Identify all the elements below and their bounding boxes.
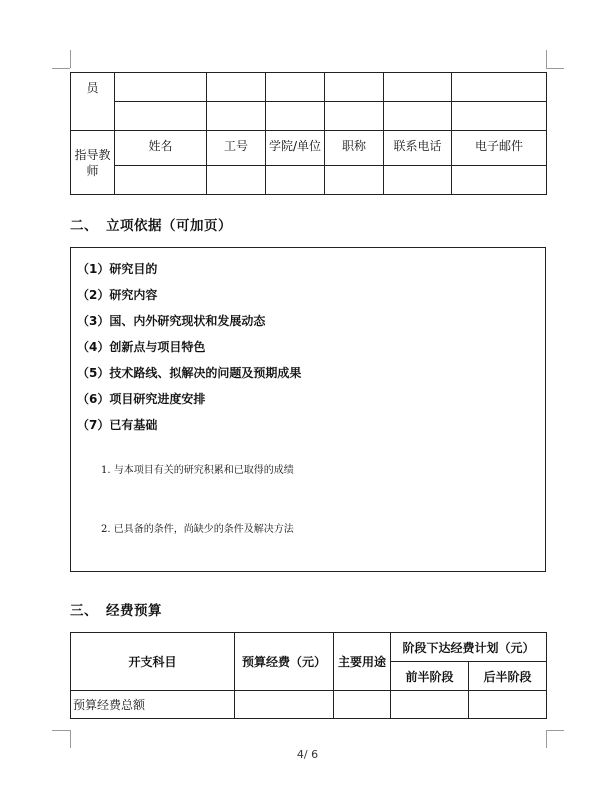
crop-mark [52,730,70,731]
basis-item: （4）创新点与项目特色 [77,340,206,354]
header-subject: 开支科目 [71,633,235,691]
member-label: 员 [86,81,99,95]
table-cell[interactable] [452,102,547,131]
crop-mark [546,730,564,731]
crop-mark [52,68,70,69]
table-cell[interactable] [384,73,452,102]
header-second-half: 后半阶段 [469,662,547,691]
member-table [70,72,547,195]
table-cell[interactable] [334,691,391,719]
crop-mark [70,730,71,748]
table-cell[interactable] [452,73,547,102]
table-cell[interactable] [207,73,266,102]
page-number: 4/ 6 [296,748,319,761]
table-cell[interactable] [266,166,325,195]
section-3-title: 经费预算 [106,603,162,619]
header-first-half: 前半阶段 [391,662,469,691]
advisor-label-cell [71,131,115,195]
table-cell[interactable] [384,166,452,195]
section-2-number: 二、 [70,218,98,234]
header-phone: 联系电话 [384,131,452,166]
table-cell[interactable] [115,102,207,131]
basis-sub-item: 1. 与本项目有关的研究积累和已取得的成绩 [101,465,294,476]
header-college: 学院/单位 [266,131,325,166]
table-cell[interactable] [115,166,207,195]
crop-mark [546,50,547,68]
basis-item: （2）研究内容 [77,288,158,302]
basis-item: （5）技术路线、拟解决的问题及预期成果 [77,366,302,380]
table-cell[interactable] [207,166,266,195]
header-name: 姓名 [115,131,207,166]
basis-item: （3）国、内外研究现状和发展动态 [77,314,266,328]
header-staff-id: 工号 [207,131,266,166]
table-cell[interactable] [325,166,384,195]
basis-box[interactable] [70,247,546,572]
crop-mark [546,730,547,748]
table-cell[interactable] [452,166,547,195]
table-cell[interactable] [325,102,384,131]
table-cell[interactable] [384,102,452,131]
section-2-title: 立项依据（可加页） [106,218,232,234]
table-cell[interactable] [469,691,547,719]
header-usage: 主要用途 [334,633,391,691]
section-2-heading [70,214,232,234]
section-3-heading [70,599,162,619]
table-cell[interactable] [115,73,207,102]
basis-sub-item: 2. 已具备的条件，尚缺少的条件及解决方法 [101,524,294,535]
basis-item: （6）项目研究进度安排 [77,392,206,406]
basis-item: （7）已有基础 [77,418,158,432]
row-total-label: 预算经费总额 [71,691,235,719]
table-cell[interactable] [207,102,266,131]
basis-item: （1）研究目的 [77,262,158,276]
table-cell[interactable] [266,102,325,131]
header-plan: 阶段下达经费计划（元） [391,633,547,662]
crop-mark [546,68,564,69]
header-budget: 预算经费（元） [235,633,334,691]
table-cell[interactable] [235,691,334,719]
header-title: 职称 [325,131,384,166]
crop-mark [70,50,71,68]
table-cell[interactable] [325,73,384,102]
member-label-cell [71,73,115,131]
table-cell[interactable] [391,691,469,719]
header-email: 电子邮件 [452,131,547,166]
table-cell[interactable] [266,73,325,102]
section-3-number: 三、 [70,603,98,619]
advisor-label: 指导教师 [74,147,111,178]
budget-table [70,632,547,719]
